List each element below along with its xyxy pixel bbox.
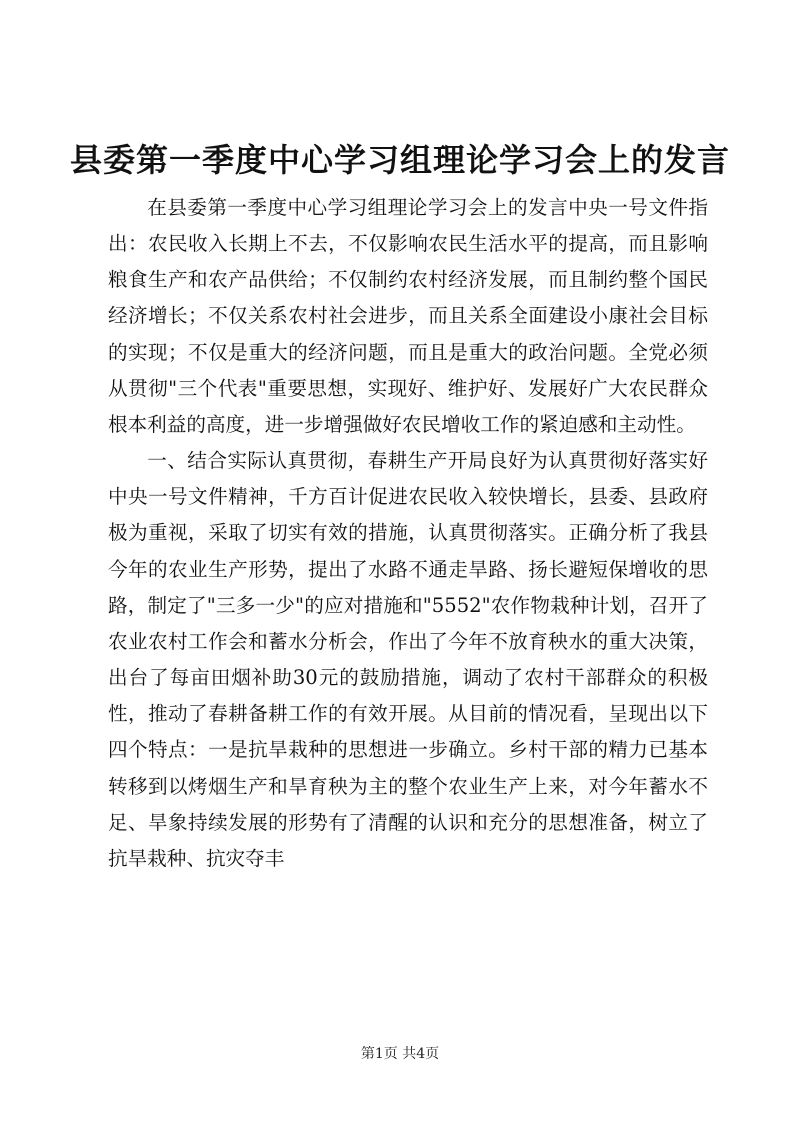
document-title: 县委第一季度中心学习组理论学习会上的发言 xyxy=(69,141,730,179)
page-footer xyxy=(0,1044,800,1064)
document-body xyxy=(108,190,708,877)
paragraph-intro: 在县委第一季度中心学习组理论学习会上的发言中央一号文件指出：农民收入长期上不去，不仅影响农民生活水平的提高，而且影响粮食生产和农产品供给；不仅制约农村经济发展，而且制约整个国民经济增长；不仅关系农村社会进步，而且关系全面建设小康社会目标的实现；不仅是重大的经济问题，而且是重大的政治问题。全党必须从贯彻"三个代表"重要思想，实现好、维护好、发展好广大农民群众根本利益的高度，进一步增强做好农民增收工作的紧迫感和主动性。 xyxy=(108,196,708,436)
paragraph-section-one: 一、结合实际认真贯彻，春耕生产开局良好为认真贯彻好落实好中央一号文件精神，千方百计促进农民收入较快增长，县委、县政府极为重视，采取了切实有效的措施，认真贯彻落实。正确分析了我县今年的农业生产形势，提出了水路不通走旱路、扬长避短保增收的思路，制定了"三多一少"的应对措施和"5552"农作物栽种计划，召开了农业农村工作会和蓄水分析会，作出了今年不放育秧水的重大决策，出台了每亩田烟补助30元的鼓励措施，调动了农村干部群众的积极性，推动了春耕备耕工作的有效开展。从目前的情况看，呈现出以下四个特点：一是抗旱栽种的思想进一步确立。乡村干部的精力已基本转移到以烤烟生产和旱育秧为主的整个农业生产上来，对今年蓄水不足、旱象持续发展的形势有了清醒的认识和充分的思想准备，树立了抗旱栽种、抗灾夺丰 xyxy=(108,449,708,870)
page-number: 第1页 xyxy=(360,1046,398,1062)
page-total: 共4页 xyxy=(402,1046,440,1062)
